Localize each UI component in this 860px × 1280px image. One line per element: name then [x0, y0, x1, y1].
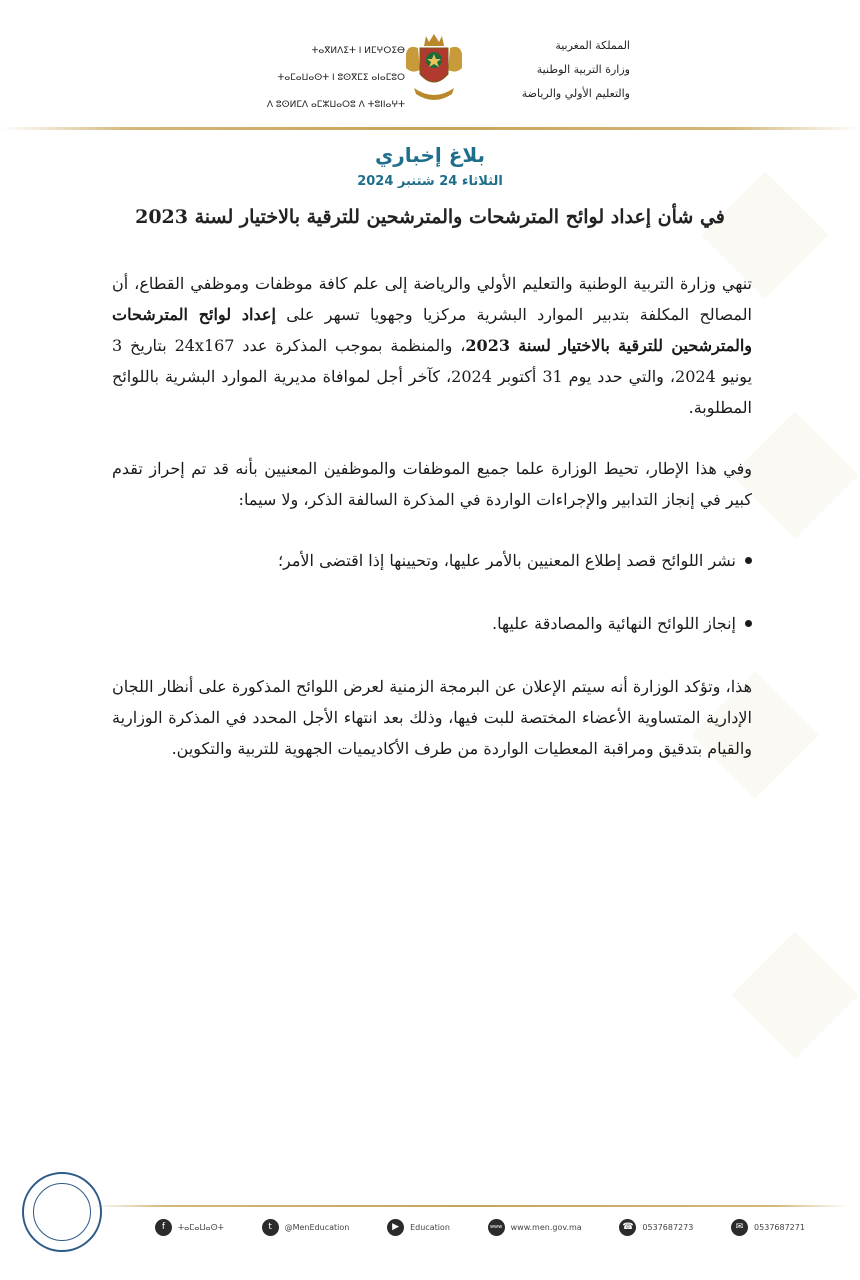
contact-label: www.men.gov.ma [510, 1222, 582, 1232]
contact-label: Education [410, 1222, 450, 1232]
official-stamp-icon [22, 1172, 102, 1252]
contact-facebook[interactable] [155, 1219, 224, 1236]
contact-label: 0537687271 [754, 1222, 805, 1232]
contact-website[interactable] [488, 1219, 582, 1236]
bullet-list [112, 545, 752, 639]
letterhead [0, 0, 860, 125]
fax-icon: ✉ [731, 1219, 748, 1236]
footer-divider [90, 1205, 850, 1207]
arabic-line-3: والتعليم الأولي والرياضة [521, 87, 630, 100]
royal-coat-of-arms-icon [398, 30, 470, 110]
contact-twitter[interactable] [262, 1219, 350, 1236]
stamp-inner-ring [33, 1183, 91, 1241]
paragraph-1-start: تنهي وزارة التربية الوطنية والتعليم الأولي والرياضة إلى علم كافة موظفات وموظفي القطاع، أن المصالح المكلفة بتدبير الموارد البشرية مركزيا وجهويا تسهر على [112, 274, 753, 324]
document-kind: بلاغ إخباري [374, 143, 486, 167]
tifinagh-line-3: ⴷ ⵓⵙⵍⵎⴷ ⴰⵎⵣⵡⴰⵔⵓ ⴷ ⵜⵓⵏⵏⴰⵖⵜ [266, 100, 405, 110]
paragraph-1-end: ، والمنظمة بموجب المذكرة عدد 24x167 بتاريخ 3 يونيو 2024، والتي حدد يوم 31 أكتوبر 2024، كآخر أجل لموافاة مديرية الموارد البشرية باللوائح المطلوبة. [112, 336, 753, 417]
phone-icon: ☎ [619, 1219, 636, 1236]
arabic-ministry-name [470, 34, 630, 106]
bullet-item: إنجاز اللوائح النهائية والمصادقة عليها. [112, 608, 752, 639]
arabic-line-1: المملكة المغربية [555, 39, 630, 52]
paragraph-1 [112, 268, 752, 423]
facebook-icon: f [155, 1219, 172, 1236]
title-block [0, 140, 860, 232]
document-subject: في شأن إعداد لوائح المترشحات والمترشحين للترقية بالاختيار لسنة 2023 [135, 206, 725, 228]
paragraph-2: وفي هذا الإطار، تحيط الوزارة علما جميع الموظفات والموظفين المعنيين بأنه قد تم إحراز تقدم كبير في إنجاز التدابير والإجراءات الواردة في المذكرة السالفة الذكر، ولا سيما: [112, 459, 752, 509]
contact-label: ⵜⴰⵎⴰⵡⴰⵙⵜ [178, 1222, 224, 1232]
contact-phone[interactable] [619, 1219, 693, 1236]
youtube-icon: ▶ [387, 1219, 404, 1236]
twitter-icon: t [262, 1219, 279, 1236]
contact-youtube[interactable] [387, 1219, 450, 1236]
document-date: الثلاثاء 24 شتنبر 2024 [357, 174, 503, 189]
contact-label: 0537687273 [642, 1222, 694, 1232]
bullet-item: نشر اللوائح قصد إطلاع المعنيين بالأمر عليها، وتحيينها إذا اقتضى الأمر؛ [112, 545, 752, 576]
paragraph-3: هذا، وتؤكد الوزارة أنه سيتم الإعلان عن البرمجة الزمنية لعرض اللوائح المذكورة على أنظار اللجان الإدارية المتساوية الأعضاء المختصة للبت فيها، وذلك بعد انتهاء الأجل المحدد في المذكرة الوزارية والقيام بتدقيق ومراقبة المعطيات الواردة من طرف الأكاديميات الجهوية للتربية والتكوين. [112, 677, 752, 758]
document-body [112, 268, 752, 794]
footer-contacts [155, 1216, 805, 1238]
header-divider [0, 127, 860, 130]
tifinagh-line-2: ⵜⴰⵎⴰⵡⴰⵙⵜ ⵏ ⵓⵙⴳⵎⵉ ⴰⵏⴰⵎⵓⵔ [277, 73, 405, 83]
tifinagh-line-1: ⵜⴰⴳⵍⴷⵉⵜ ⵏ ⵍⵎⵖⵔⵉⴱ [311, 46, 405, 56]
contact-fax[interactable] [731, 1219, 805, 1236]
paragraph-1-highlight: إعداد لوائح المترشحات والمترشحين للترقية بالاختيار لسنة 2023 [112, 305, 753, 355]
arabic-line-2: وزارة التربية الوطنية [536, 63, 630, 76]
contact-label: @MenEducation [284, 1222, 350, 1232]
tifinagh-ministry-name [230, 38, 405, 119]
website-icon: www [488, 1219, 505, 1236]
